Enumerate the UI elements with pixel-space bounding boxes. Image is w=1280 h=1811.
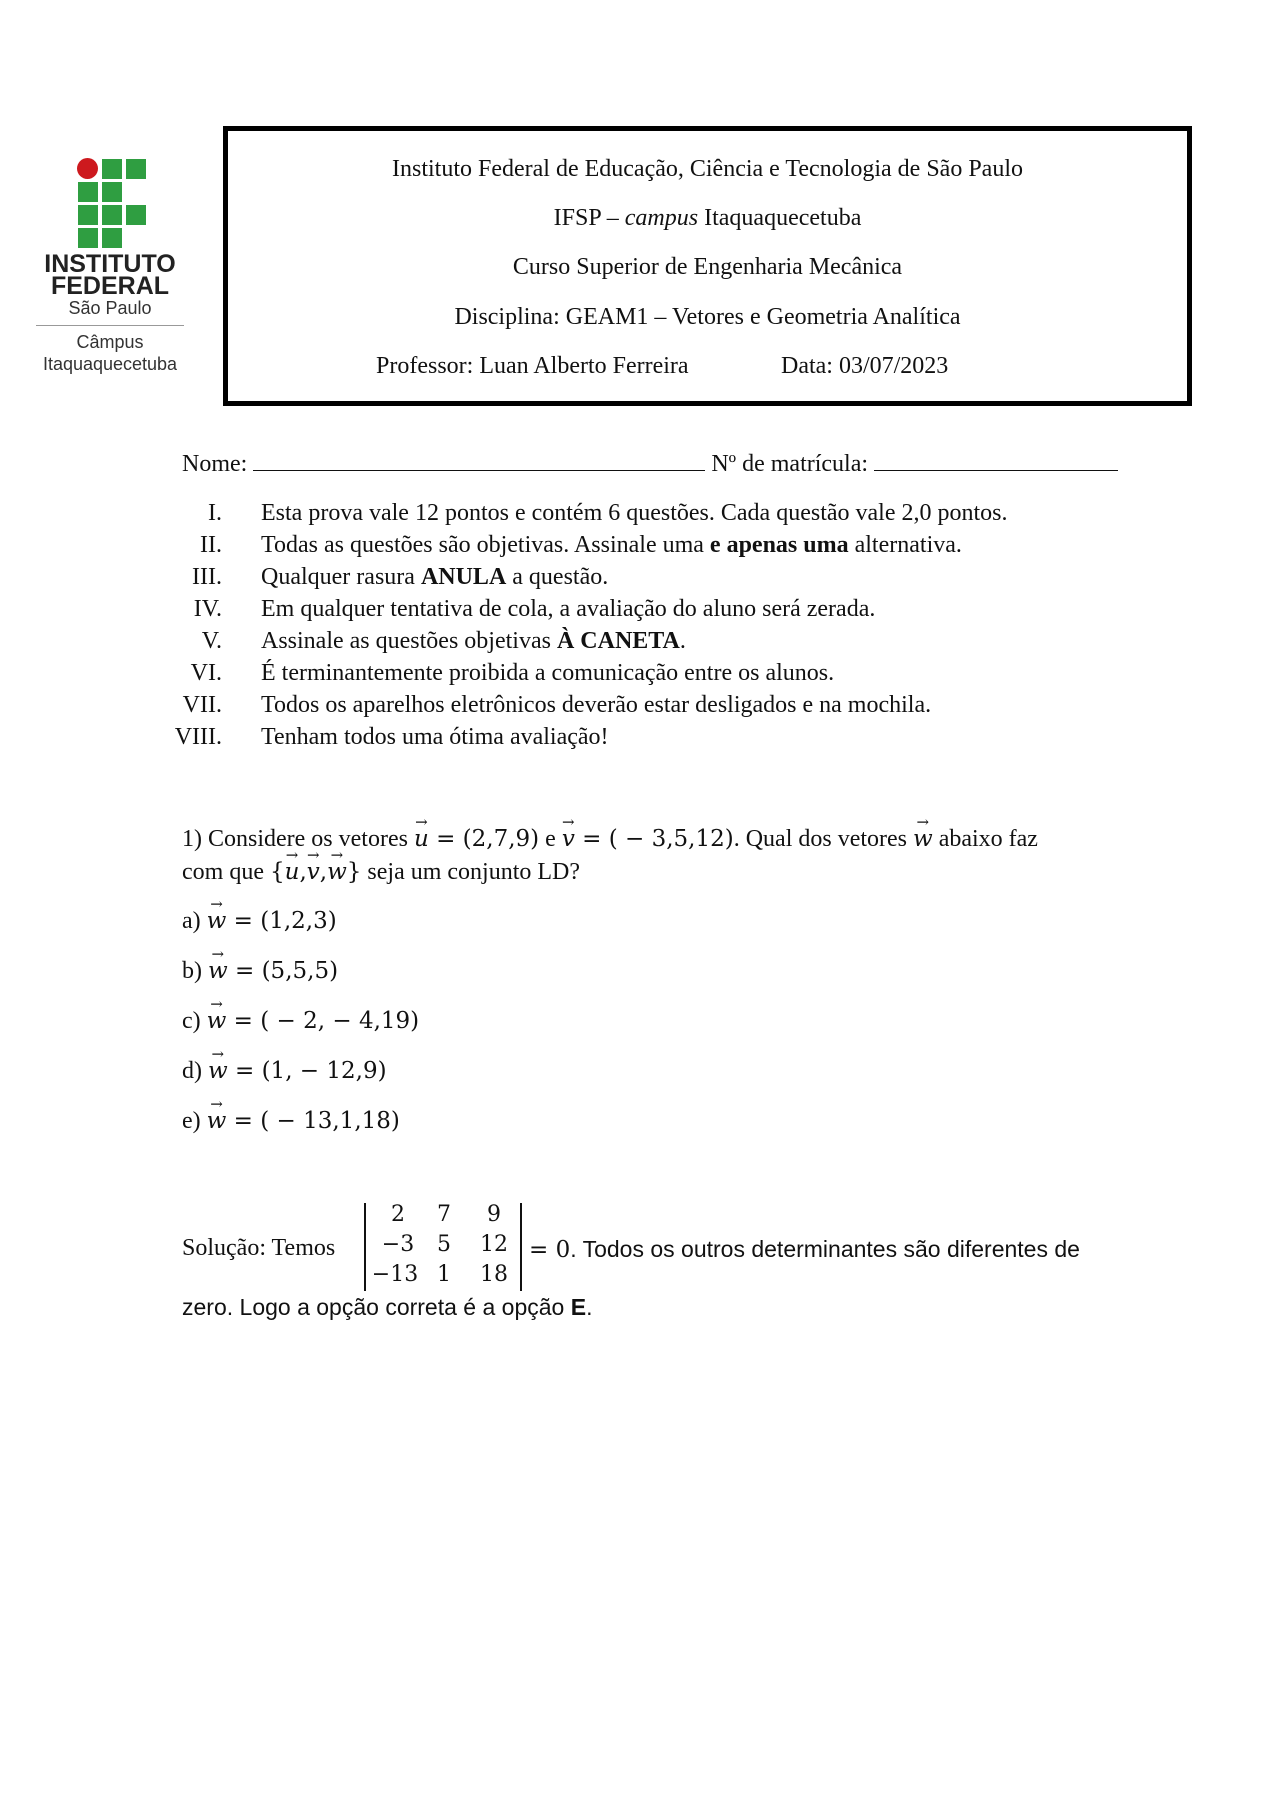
- logo-campus: [30, 331, 190, 375]
- option-value: = (1, − 12,9): [227, 1058, 387, 1084]
- rule-text: Esta prova vale 12 pontos e contém 6 questões. Cada questão vale 2,0 pontos.: [261, 500, 1008, 526]
- matrix-cell: 1: [437, 1262, 451, 1287]
- header-institute: Instituto Federal de Educação, Ciência e Tecnologia de São Paulo: [391, 156, 1023, 182]
- logo-red-dot: [77, 158, 98, 179]
- option-a[interactable]: [182, 908, 337, 935]
- rule-text: Assinale as questões objetivas À CANETA.: [261, 628, 686, 654]
- question-1-line2-end: seja um conjunto LD?: [361, 859, 581, 885]
- rule-number: VII.: [182, 692, 222, 718]
- rule-number: IV.: [193, 596, 222, 622]
- solution-answer: E: [570, 1294, 587, 1320]
- matrix-cell: 7: [437, 1202, 451, 1227]
- option-value: = (1,2,3): [226, 908, 337, 934]
- name-label: Nome:: [182, 451, 248, 477]
- name-field[interactable]: [253, 450, 705, 471]
- header-ifsp: [228, 205, 1187, 232]
- student-info-line: [182, 450, 1118, 478]
- logo-square: [102, 182, 122, 202]
- logo-square: [78, 228, 98, 248]
- set-vector-w: → w: [327, 859, 347, 885]
- logo-campus-name: Itaquaquecetuba: [42, 354, 178, 374]
- matrix-cell: −3: [381, 1232, 415, 1257]
- question-1-intro: 1) Considere os vetores: [182, 826, 414, 852]
- matrix-cell: 9: [487, 1202, 501, 1227]
- solution-conclusion: zero. Logo a opção correta é a opção: [182, 1294, 571, 1320]
- matrix-cell: 18: [480, 1262, 508, 1287]
- header-box: [223, 126, 1192, 406]
- logo-square: [102, 205, 122, 225]
- institute-logo: [30, 155, 190, 375]
- rule-text: É terminantemente proibida a comunicação entre os alunos.: [261, 660, 835, 686]
- option-letter: c): [182, 1008, 201, 1034]
- question-1-line2-start: com que: [182, 859, 270, 885]
- logo-state: São Paulo: [68, 298, 152, 318]
- rule-text: Todos os aparelhos eletrônicos deverão estar desligados e na mochila.: [261, 692, 932, 718]
- option-e[interactable]: [182, 1108, 400, 1135]
- option-b[interactable]: [182, 958, 338, 985]
- option-vector: → w: [207, 1108, 227, 1134]
- matrix-cell: 2: [391, 1202, 405, 1227]
- header-discipline: Disciplina: GEAM1 – Vetores e Geometria Analítica: [454, 304, 961, 330]
- header-ifsp-suffix: Itaquaquecetuba: [698, 205, 862, 231]
- header-course: Curso Superior de Engenharia Mecânica: [512, 254, 903, 280]
- logo-institution-line1: INSTITUTO: [44, 250, 176, 278]
- rule-text: Tenham todos uma ótima avaliação!: [261, 724, 609, 750]
- vector-v-value: = ( − 3,5,12): [574, 826, 734, 852]
- question-1-ask-end: abaixo faz: [932, 826, 1038, 852]
- solution-line-1: [529, 1236, 1080, 1263]
- logo-institution-line2: FEDERAL: [50, 272, 170, 300]
- option-value: = ( − 13,1,18): [226, 1108, 400, 1134]
- logo-square: [102, 159, 122, 179]
- set-vector-v: → v: [307, 859, 320, 885]
- rule-text: Todas as questões são objetivas. Assinale uma e apenas uma alternativa.: [261, 532, 962, 558]
- option-vector: → w: [207, 1008, 227, 1034]
- set-vector-u: → u: [285, 859, 300, 885]
- rule-number: VI.: [190, 660, 222, 686]
- option-letter: d): [182, 1058, 202, 1084]
- rule-number: II.: [200, 532, 222, 558]
- rules-list: [162, 500, 1162, 760]
- option-letter: e): [182, 1108, 201, 1134]
- solution-rest: . Todos os outros determinantes são diferentes de: [570, 1236, 1080, 1262]
- registration-field[interactable]: [874, 450, 1118, 471]
- header-ifsp-campus: campus: [624, 205, 699, 231]
- matrix-cell: 12: [480, 1232, 508, 1257]
- logo-institution: [30, 250, 190, 300]
- header-ifsp-prefix: IFSP –: [553, 205, 625, 231]
- option-vector: → w: [208, 1058, 228, 1084]
- rule-number: V.: [201, 628, 222, 654]
- question-1-line-2: com que {→ u,→ v,→ w} seja um conjunto LD?: [182, 859, 580, 886]
- option-value: = (5,5,5): [227, 958, 339, 984]
- option-value: = ( − 2, − 4,19): [226, 1008, 420, 1034]
- matrix-cell: 5: [437, 1232, 451, 1257]
- question-1-conj: e: [539, 826, 562, 852]
- registration-label: Nº de matrícula:: [711, 451, 869, 477]
- vector-w: → w: [913, 826, 933, 852]
- rule-text: Qualquer rasura ANULA a questão.: [261, 564, 609, 590]
- logo-campus-label: Câmpus: [76, 332, 144, 352]
- rule-number: I.: [208, 500, 222, 526]
- logo-square: [78, 182, 98, 202]
- logo-square: [102, 228, 122, 248]
- question-1-ask: . Qual dos vetores: [733, 826, 913, 852]
- logo-divider: [36, 325, 184, 326]
- header-date: Data: 03/07/2023: [781, 353, 949, 379]
- solution-line-2: zero. Logo a opção correta é a opção E.: [182, 1294, 593, 1320]
- header-professor: Professor: Luan Alberto Ferreira: [376, 353, 689, 379]
- rule-number: III.: [192, 564, 222, 590]
- vector-u: → u: [414, 826, 429, 852]
- logo-square: [126, 159, 146, 179]
- option-c[interactable]: [182, 1008, 419, 1035]
- logo-square: [126, 205, 146, 225]
- option-vector: → w: [208, 958, 228, 984]
- matrix-cell: −13: [371, 1262, 419, 1287]
- rule-text: Em qualquer tentativa de cola, a avaliação do aluno será zerada.: [261, 596, 876, 622]
- determinant-matrix: [364, 1203, 522, 1291]
- option-letter: a): [182, 908, 201, 934]
- option-letter: b): [182, 958, 202, 984]
- vector-v: → v: [562, 826, 575, 852]
- determinant-result: = 0: [529, 1237, 571, 1263]
- rule-number: VIII.: [174, 724, 222, 750]
- option-d[interactable]: [182, 1058, 387, 1085]
- option-vector: → w: [207, 908, 227, 934]
- vector-u-value: = (2,7,9): [428, 826, 540, 852]
- logo-square: [78, 205, 98, 225]
- solution-label: Solução: Temos: [182, 1235, 336, 1261]
